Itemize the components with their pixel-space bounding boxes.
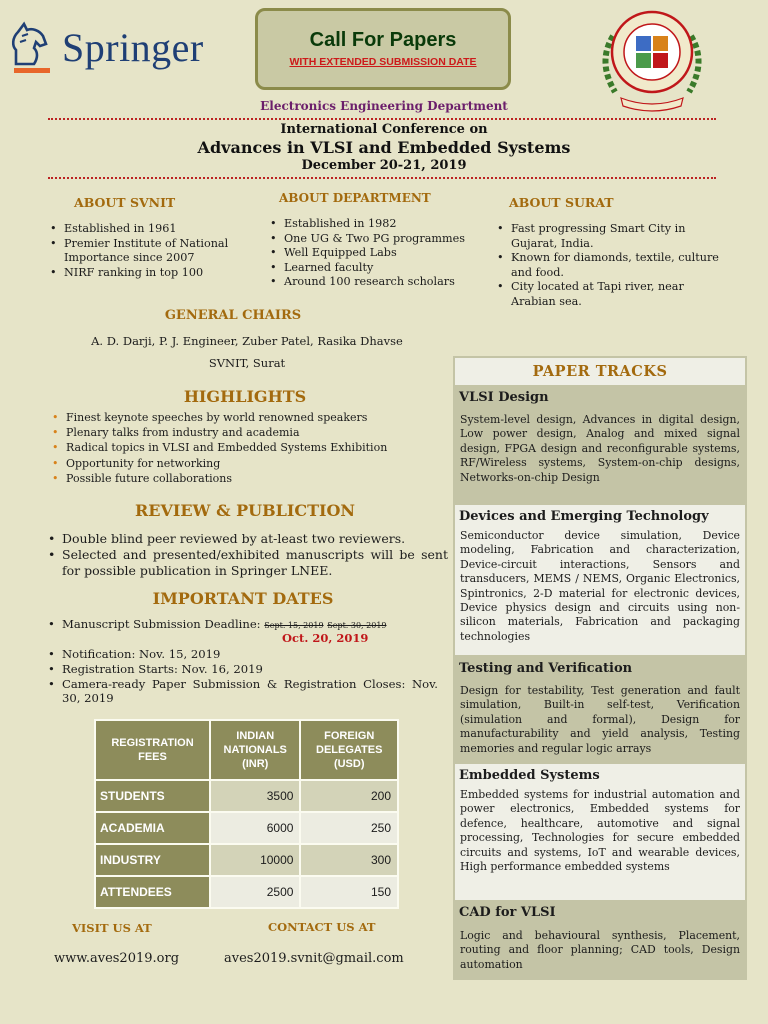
list-item: • One UG & Two PG programmes bbox=[270, 232, 495, 247]
list-item: • Opportunity for networking bbox=[52, 456, 452, 471]
submission-label: Manuscript Submission Deadline: bbox=[62, 617, 261, 631]
list-item: • Well Equipped Labs bbox=[270, 246, 495, 261]
list-item: • Notification: Nov. 15, 2019 bbox=[48, 647, 438, 662]
list-item: • Known for diamonds, textile, culture and food. bbox=[497, 251, 722, 280]
springer-logo bbox=[6, 20, 236, 76]
list-item: • Learned faculty bbox=[270, 261, 495, 276]
paper-tracks-panel bbox=[453, 356, 747, 980]
submission-deadline bbox=[48, 617, 438, 647]
institute-seal-icon bbox=[593, 6, 711, 114]
fee-category: STUDENTS bbox=[95, 780, 210, 812]
fee-inr: 6000 bbox=[210, 812, 300, 844]
review-list bbox=[48, 531, 448, 579]
contact-heading: CONTACT US AT bbox=[268, 920, 376, 934]
list-item: • Selected and presented/exhibited manuscripts will be sent for possible publication in Springer LNEE. bbox=[48, 547, 448, 579]
highlights-heading: HIGHLIGHTS bbox=[183, 387, 307, 406]
fee-inr: 3500 bbox=[210, 780, 300, 812]
fee-usd: 250 bbox=[300, 812, 398, 844]
track-title: Embedded Systems bbox=[455, 764, 745, 788]
track-body: Embedded systems for industrial automation and power electronics, Embedded systems for defence, healthcare, automotive and signal processing, Technologies for secure embedded circuits and systems, IoT and wearable devices, High performance embedded systems bbox=[455, 788, 745, 900]
list-item: • Double blind peer reviewed by at-least two reviewers. bbox=[48, 531, 448, 547]
list-item: • City located at Tapi river, near Arabian sea. bbox=[497, 280, 722, 309]
old-date: Sept. 30, 2019 bbox=[327, 621, 387, 630]
track-title: Devices and Emerging Technology bbox=[455, 505, 745, 529]
fee-usd: 150 bbox=[300, 876, 398, 908]
about-surat-list bbox=[497, 222, 722, 310]
table-row bbox=[95, 876, 398, 908]
table-row bbox=[95, 844, 398, 876]
table-header: INDIAN NATIONALS (INR) bbox=[210, 720, 300, 780]
springer-wordmark: Springer bbox=[62, 25, 204, 70]
list-item: • Camera-ready Paper Submission & Registration Closes: Nov. 30, 2019 bbox=[48, 677, 438, 707]
email-link[interactable]: aves2019.svnit@gmail.com bbox=[224, 951, 404, 966]
old-date: Sept. 15, 2019 bbox=[264, 621, 324, 630]
table-row bbox=[95, 812, 398, 844]
list-item: • Plenary talks from industry and academia bbox=[52, 425, 452, 440]
conference-dates: December 20-21, 2019 bbox=[301, 158, 467, 173]
cfp-subtitle: WITH EXTENDED SUBMISSION DATE bbox=[289, 56, 477, 68]
table-header: FOREIGN DELEGATES (USD) bbox=[300, 720, 398, 780]
list-item: • Registration Starts: Nov. 16, 2019 bbox=[48, 662, 438, 677]
paper-tracks-heading: PAPER TRACKS bbox=[455, 358, 745, 385]
new-deadline: Oct. 20, 2019 bbox=[282, 631, 369, 645]
track-body: Design for testability, Test generation and fault simulation, Built-in self-test, Verification (simulation and formal), Design for manufacturability and yield analysis, Testing memories and regular logic arrays bbox=[460, 684, 740, 755]
fee-category: ACADEMIA bbox=[95, 812, 210, 844]
track-title: Testing and Verification bbox=[459, 661, 633, 676]
table-row bbox=[95, 780, 398, 812]
list-item: • Premier Institute of National Importance since 2007 bbox=[50, 237, 265, 266]
track-body: Logic and behavioural synthesis, Placement, routing and floor planning; CAD tools, Design automation bbox=[460, 929, 740, 971]
registration-fees-table bbox=[94, 719, 399, 909]
list-item: • Radical topics in VLSI and Embedded Systems Exhibition bbox=[52, 440, 452, 455]
fee-inr: 10000 bbox=[210, 844, 300, 876]
divider bbox=[48, 118, 716, 120]
springer-horse-icon bbox=[6, 20, 52, 74]
table-header: REGISTRATION FEES bbox=[95, 720, 210, 780]
list-item: • NIRF ranking in top 100 bbox=[50, 266, 265, 281]
general-chairs-affiliation: SVNIT, Surat bbox=[208, 356, 286, 370]
general-chairs-names: A. D. Darji, P. J. Engineer, Zuber Patel, Rasika Dhavse bbox=[91, 334, 403, 348]
website-link[interactable]: www.aves2019.org bbox=[54, 951, 180, 966]
springer-bar bbox=[14, 68, 50, 73]
department-name: Electronics Engineering Department bbox=[260, 99, 508, 113]
visit-heading: VISIT US AT bbox=[72, 921, 152, 935]
track-title: CAD for VLSI bbox=[459, 905, 556, 920]
fee-category: INDUSTRY bbox=[95, 844, 210, 876]
list-item: • Around 100 research scholars bbox=[270, 275, 495, 290]
about-department-heading: ABOUT DEPARTMENT bbox=[279, 191, 431, 205]
conference-name: Advances in VLSI and Embedded Systems bbox=[197, 138, 571, 157]
list-item: • Finest keynote speeches by world renowned speakers bbox=[52, 410, 452, 425]
about-svnit-heading: ABOUT SVNIT bbox=[74, 195, 176, 210]
important-dates-list bbox=[48, 617, 438, 706]
divider bbox=[48, 177, 716, 179]
track-title: VLSI Design bbox=[459, 390, 549, 405]
about-svnit-list bbox=[50, 222, 265, 280]
about-department-list bbox=[270, 217, 495, 290]
review-heading: REVIEW & PUBLICTION bbox=[134, 501, 356, 520]
list-item: • Established in 1961 bbox=[50, 222, 265, 237]
cfp-title: Call For Papers bbox=[309, 29, 457, 51]
list-item: • Established in 1982 bbox=[270, 217, 495, 232]
fee-usd: 200 bbox=[300, 780, 398, 812]
table-header-row bbox=[95, 720, 398, 780]
list-item: • Possible future collaborations bbox=[52, 471, 452, 486]
about-surat-heading: ABOUT SURAT bbox=[509, 195, 614, 210]
important-dates-heading: IMPORTANT DATES bbox=[152, 589, 334, 608]
call-for-papers-box bbox=[255, 8, 511, 90]
fee-inr: 2500 bbox=[210, 876, 300, 908]
track-body: Semiconductor device simulation, Device modeling, Fabrication and characterization, Device-circuit interactions, Sensors and transducers, MEMS / NEMS, Organic Electronics, Spintronics, 2-D material for electronic devices, Device physics design and circuits using non- silicon materials, Fabrication and packaging technologies bbox=[455, 529, 745, 655]
conference-line1: International Conference on bbox=[280, 122, 488, 137]
fee-usd: 300 bbox=[300, 844, 398, 876]
general-chairs-heading: GENERAL CHAIRS bbox=[164, 308, 302, 323]
fee-category: ATTENDEES bbox=[95, 876, 210, 908]
track-body: System-level design, Advances in digital design, Low power design, Analog and mixed signal design, FPGA design and reconfigurable systems, RF/Wireless systems, System-on-chip designs, Networks-on-chip Design bbox=[460, 413, 740, 484]
list-item: • Fast progressing Smart City in Gujarat, India. bbox=[497, 222, 722, 251]
highlights-list bbox=[52, 410, 452, 486]
